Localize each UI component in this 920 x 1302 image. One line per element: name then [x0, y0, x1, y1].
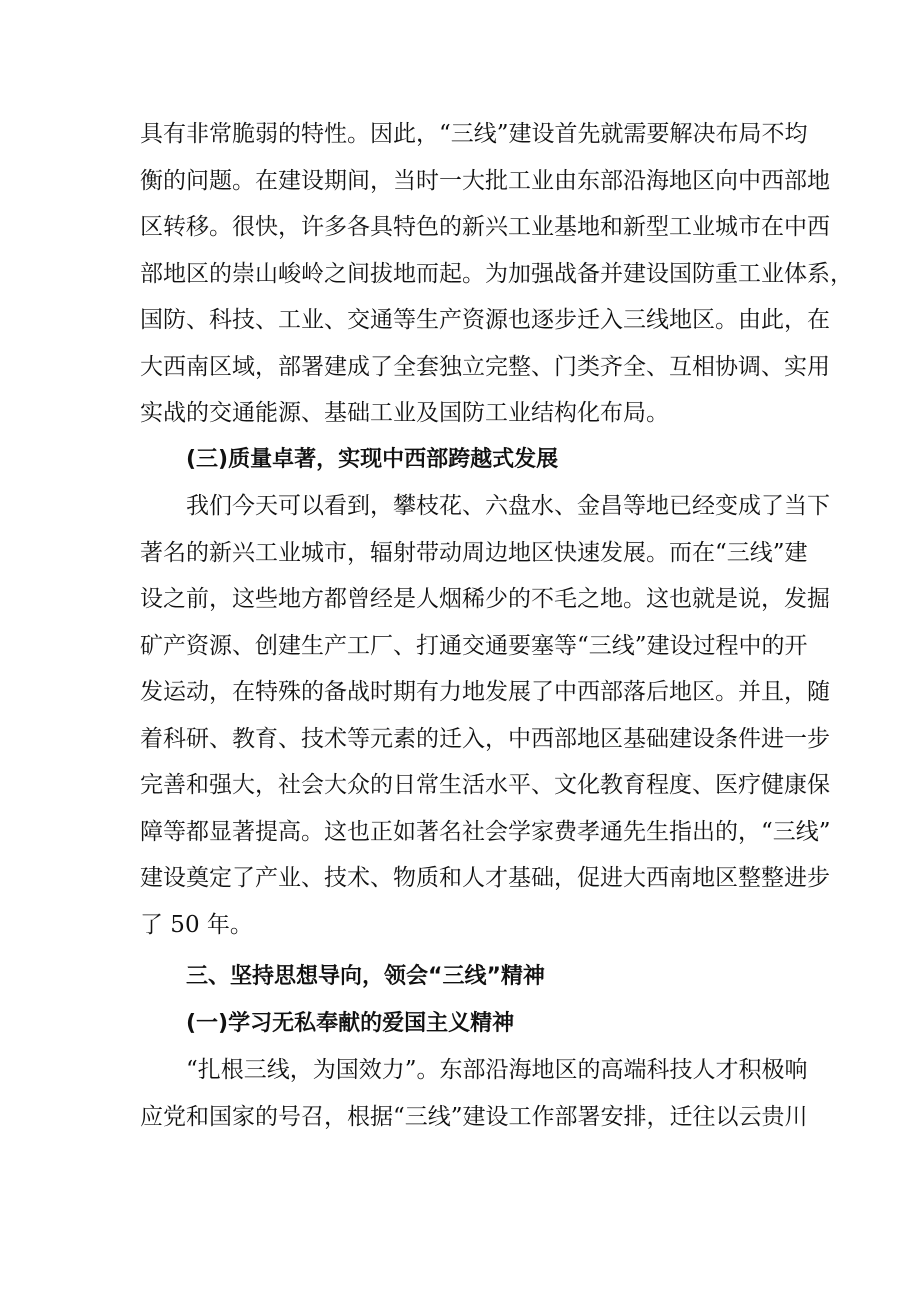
text-line: 障等都显著提高。这也正如著名社会学家费孝通先生指出的，“三线” — [140, 818, 831, 845]
paragraph-3 — [140, 1047, 808, 1140]
section-heading-1: (一)学习无私奉献的爱国主义精神 — [186, 1010, 515, 1036]
text-line: 了 50 年。 — [140, 911, 253, 938]
text-line: “扎根三线，为国效力”。东部沿海地区的高端科技人才积极响 — [186, 1057, 808, 1083]
text-line: 大西南区域，部署建成了全套独立完整、门类齐全、互相协调、实用 — [140, 353, 830, 380]
text-line: 部地区的崇山峻岭之间拔地而起。为加强战备并建设国防重工业体系， — [140, 260, 853, 287]
text-line: 着科研、教育、技术等元素的迁入，中西部地区基础建设条件进一步 — [140, 725, 830, 752]
text-line: 完善和强大，社会大众的日常生活水平、文化教育程度、医疗健康保 — [140, 772, 830, 798]
text-line: 应党和国家的号召，根据“三线”建设工作部署安排，迁往以云贵川 — [140, 1103, 808, 1130]
text-line: 发运动，在特殊的备战时期有力地发展了中西部落后地区。并且，随 — [140, 679, 830, 705]
paragraph-2 — [140, 483, 831, 948]
text-line: 区转移。很快，许多各具特色的新兴工业基地和新型工业城市在中西 — [140, 214, 830, 240]
section-heading-3: (三)质量卓著，实现中西部跨越式发展 — [186, 446, 559, 472]
text-line: 矿产资源、创建生产工厂、打通交通要塞等“三线”建设过程中的开 — [140, 632, 808, 659]
document-body — [140, 111, 853, 1140]
text-line: 实战的交通能源、基础工业及国防工业结构化布局。 — [140, 400, 669, 426]
text-line: 衡的问题。在建设期间，当时一大批工业由东部沿海地区向中西部地 — [140, 167, 830, 194]
text-line: 我们今天可以看到，攀枝花、六盘水、金昌等地已经变成了当下 — [186, 493, 830, 519]
chapter-heading-three: 三、坚持思想导向，领会“三线”精神 — [186, 964, 545, 989]
paragraph-1 — [140, 111, 853, 437]
text-line: 具有非常脆弱的特性。因此，“三线”建设首先就需要解决布局不均 — [140, 121, 808, 147]
text-line: 建设奠定了产业、技术、物质和人才基础，促进大西南地区整整进步 — [140, 865, 830, 891]
text-line: 设之前，这些地方都曾经是人烟稀少的不毛之地。这也就是说，发掘 — [140, 586, 830, 612]
text-line: 著名的新兴工业城市，辐射带动周边地区快速发展。而在“三线”建 — [140, 539, 808, 566]
text-line: 国防、科技、工业、交通等生产资源也逐步迁入三线地区。由此，在 — [140, 307, 830, 333]
